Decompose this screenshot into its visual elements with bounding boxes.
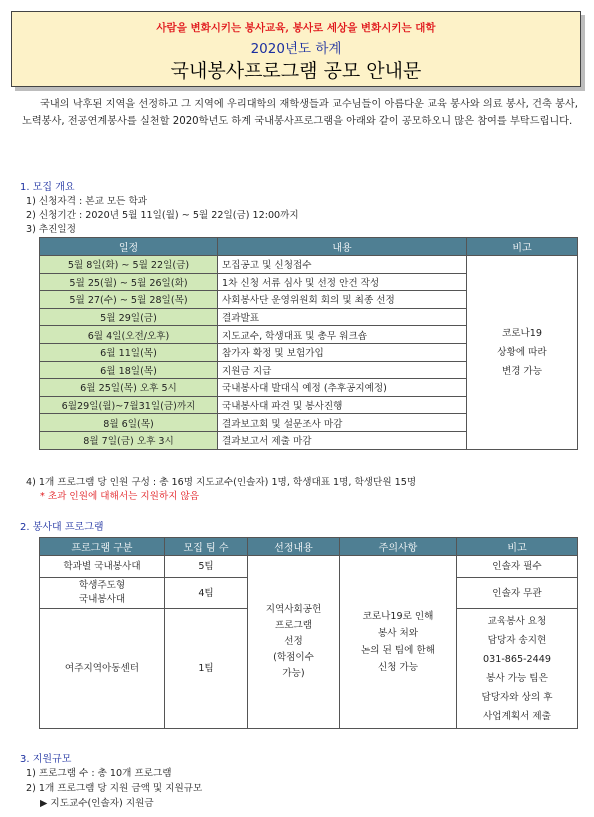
schedule-date: 8월 6일(목) (40, 414, 218, 432)
schedule-date: 5월 8일(화) ~ 5월 22일(금) (40, 256, 218, 274)
table-header-row (40, 538, 578, 556)
schedule-content: 국내봉사대 발대식 예정 (추후공지예정) (218, 379, 467, 397)
program-name: 학과별 국내봉사대 (40, 556, 165, 578)
header-date: 일정 (40, 238, 218, 256)
schedule-content: 결과보고서 제출 마감 (218, 431, 467, 449)
header-remark: 비고 (457, 538, 578, 556)
schedule-date: 5월 27(수) ~ 5월 28일(목) (40, 291, 218, 309)
schedule-note (467, 256, 578, 450)
remark-line: 담당자 송지현 (487, 634, 547, 646)
header-selection: 선정내용 (248, 538, 340, 556)
header-teams: 모집 팀 수 (165, 538, 248, 556)
program-name-line: 학생주도형 (78, 580, 126, 591)
schedule-date: 6월 4일(오전/오후) (40, 326, 218, 344)
program-remark: 인솔자 무관 (457, 578, 578, 609)
schedule-content: 지원금 지급 (218, 361, 467, 379)
remark-line: 봉사 가능 팀은 (486, 672, 548, 684)
caution-line: 봉사 처와 (377, 628, 419, 639)
caution-line: 논의 된 팀에 한해 (360, 645, 436, 656)
schedule-content: 결과보고회 및 설문조사 마감 (218, 414, 467, 432)
schedule-content: 모집공고 및 신청접수 (218, 256, 467, 274)
note-line: 코로나19 (501, 327, 542, 339)
period-line: 2) 신청기간 : 2020년 5월 11일(월) ~ 5월 22일(금) 12:00까지 (26, 210, 299, 221)
header-remark: 비고 (467, 238, 578, 256)
selection-line: (학점이수 (273, 652, 314, 663)
caution-cell (340, 556, 457, 729)
header-program: 프로그램 구분 (40, 538, 165, 556)
page-title: 국내봉사프로그램 공모 안내문 (170, 60, 422, 82)
remark-line: 031-865-2449 (483, 653, 551, 665)
schedule-date: 5월 29일(금) (40, 308, 218, 326)
program-teams: 5팀 (165, 556, 248, 578)
team-composition-line: 4) 1개 프로그램 당 인원 구성 : 총 16명 지도교수(인솔자) 1명, 학생대표 1명, 학생단원 15명 (26, 477, 417, 488)
schedule-date: 6월 11일(목) (40, 343, 218, 361)
schedule-content: 참가자 확정 및 보험가입 (218, 343, 467, 361)
selection-line: 가능) (282, 668, 305, 679)
section3-heading: 3. 지원규모 (20, 754, 72, 765)
support-amount-line: 2) 1개 프로그램 당 지원 금액 및 지원규모 (26, 783, 203, 794)
program-remark: 인솔자 필수 (457, 556, 578, 578)
remark-line: 교육봉사 요청 (487, 615, 547, 627)
program-count-line: 1) 프로그램 수 : 총 10개 프로그램 (26, 768, 172, 779)
header-box (11, 11, 581, 87)
eligibility-line: 1) 신청자격 : 본교 모든 학과 (26, 196, 148, 207)
schedule-date: 6월29일(월)~7월31일(금)까지 (40, 396, 218, 414)
selection-line: 선정 (284, 636, 303, 647)
caution-line: 신청 가능 (377, 662, 419, 673)
header-content: 내용 (218, 238, 467, 256)
program-teams: 4팀 (165, 578, 248, 609)
note-line: 변경 가능 (501, 365, 543, 377)
remark-line: 담당자와 상의 후 (481, 691, 553, 703)
schedule-content: 지도교수, 학생대표 및 총무 워크숍 (218, 326, 467, 344)
schedule-content: 1차 신청 서류 심사 및 선정 안건 작성 (218, 273, 467, 291)
section1-heading: 1. 모집 개요 (20, 182, 75, 193)
schedule-content: 결과발표 (218, 308, 467, 326)
note-line: 상황에 따라 (497, 346, 547, 358)
header-caution: 주의사항 (340, 538, 457, 556)
program-name-line: 국내봉사대 (78, 594, 126, 605)
selection-line: 지역사회공헌 (265, 604, 322, 615)
schedule-line: 3) 추진일정 (26, 224, 76, 235)
caution-line: 코로나19로 인해 (362, 611, 434, 622)
slogan: 사람을 변화시키는 봉사교육, 봉사로 세상을 변화시키는 대학 (156, 22, 436, 34)
schedule-date: 6월 25일(목) 오후 5시 (40, 379, 218, 397)
program-table (39, 537, 578, 729)
selection-cell (248, 556, 340, 729)
table-row (40, 556, 578, 578)
schedule-content: 사회봉사단 운영위원회 회의 및 최종 선정 (218, 291, 467, 309)
section2-heading: 2. 봉사대 프로그램 (20, 522, 104, 533)
intro-paragraph: 국내의 낙후된 지역을 선정하고 그 지역에 우리대학의 재학생들과 교수님들이 아름다운 교육 봉사와 의료 봉사, 건축 봉사, 노력봉사, 전공연계봉사를 실천할 2020학년도 하계 국내봉사프로그램을 아래와 같이 공모하오니 많은 참여를 부탁드립니다. (22, 99, 578, 127)
schedule-table (39, 237, 578, 450)
remark-line: 사업계획서 제출 (483, 710, 551, 722)
schedule-date: 6월 18일(목) (40, 361, 218, 379)
selection-line: 프로그램 (274, 620, 313, 631)
schedule-content: 국내봉사대 파견 및 봉사진행 (218, 396, 467, 414)
program-name: 여주지역아동센터 (40, 609, 165, 729)
program-remark (457, 609, 578, 729)
year-title: 2020년도 하계 (250, 41, 342, 57)
program-name (40, 578, 165, 609)
table-row (40, 256, 578, 274)
schedule-date: 8월 7일(금) 오후 3시 (40, 431, 218, 449)
excess-note: * 초과 인원에 대해서는 지원하지 않음 (40, 491, 200, 502)
program-teams: 1팀 (165, 609, 248, 729)
advisor-support-line: ▶ 지도교수(인솔자) 지원금 (40, 798, 154, 809)
schedule-date: 5월 25(월) ~ 5월 26일(화) (40, 273, 218, 291)
table-header-row (40, 238, 578, 256)
